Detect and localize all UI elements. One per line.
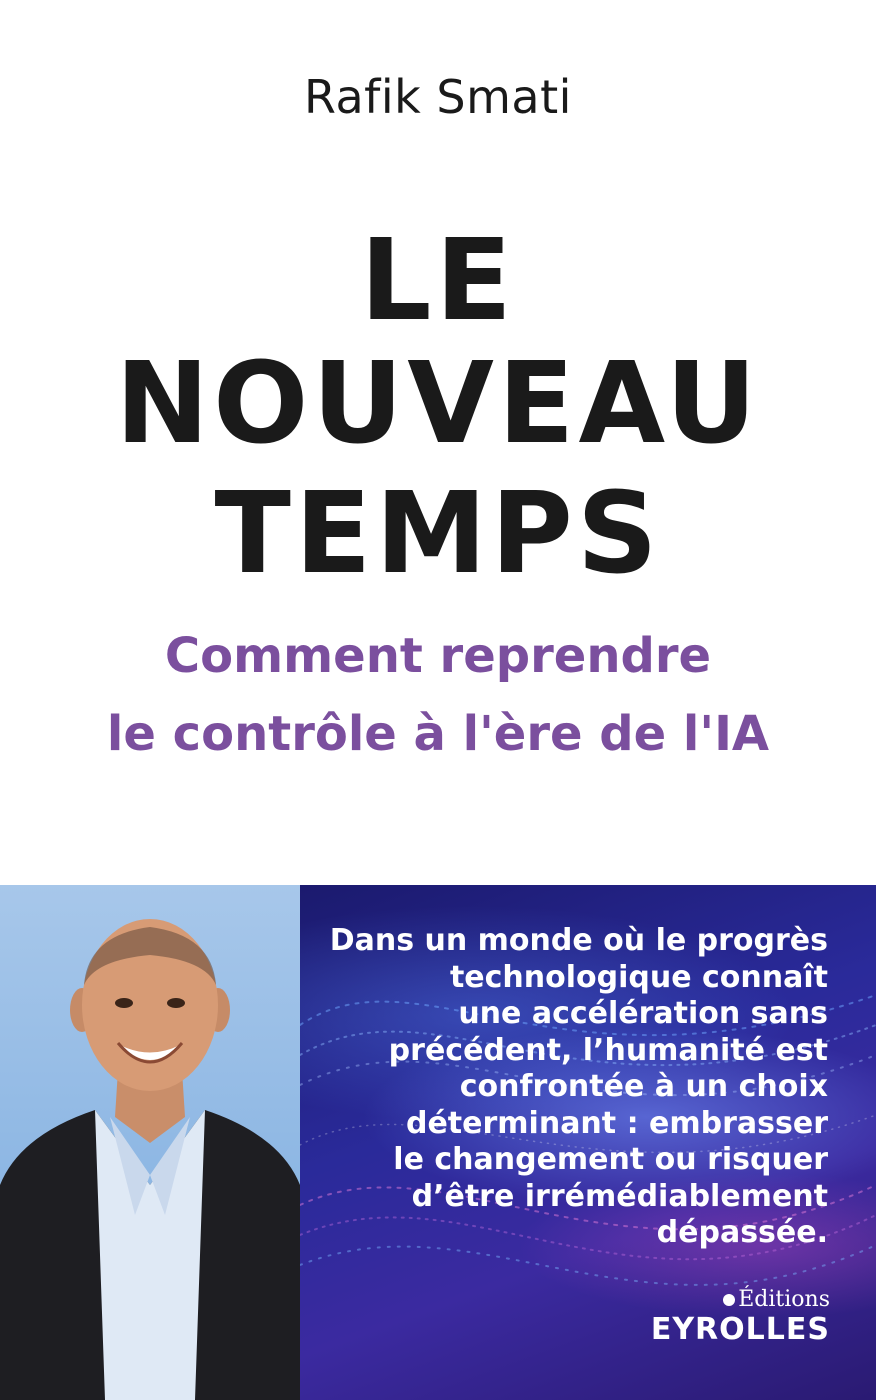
blurb-line: déterminant : embrasser — [405, 1105, 828, 1141]
blurb-line: confrontée à un choix — [459, 1069, 828, 1104]
title-line-1: LE — [360, 216, 516, 346]
back-cover-blurb — [308, 923, 828, 1252]
blurb-line: Dans un monde où le progrès — [329, 923, 828, 958]
author-name: Rafik Smati — [304, 70, 572, 124]
blurb-line: technologique connaît — [449, 959, 828, 995]
publisher-logo-dot-icon — [723, 1294, 735, 1306]
publisher-logo — [651, 1287, 830, 1347]
subtitle-line-2: le contrôle à l'ère de l'IA — [106, 706, 770, 762]
blurb-line: d’être irrémédiablement — [411, 1178, 828, 1214]
publisher-prefix: Éditions — [738, 1287, 830, 1312]
author-photo — [0, 885, 300, 1400]
subtitle-line-1: Comment reprendre — [164, 628, 712, 684]
tech-wave-illustration — [300, 885, 876, 1400]
blurb-line: une accélération sans — [458, 996, 828, 1031]
author-portrait-illustration — [0, 885, 300, 1400]
title-line-2: NOUVEAU — [115, 339, 761, 469]
publisher-name: EYROLLES — [650, 1312, 830, 1347]
blurb-line: dépassée. — [656, 1215, 828, 1250]
blurb-line: précédent, l’humanité est — [388, 1032, 828, 1068]
cover-bottom-band — [0, 885, 876, 1400]
title-line-3: TEMPS — [214, 469, 662, 599]
blurb-line: le changement ou risquer — [393, 1142, 828, 1177]
